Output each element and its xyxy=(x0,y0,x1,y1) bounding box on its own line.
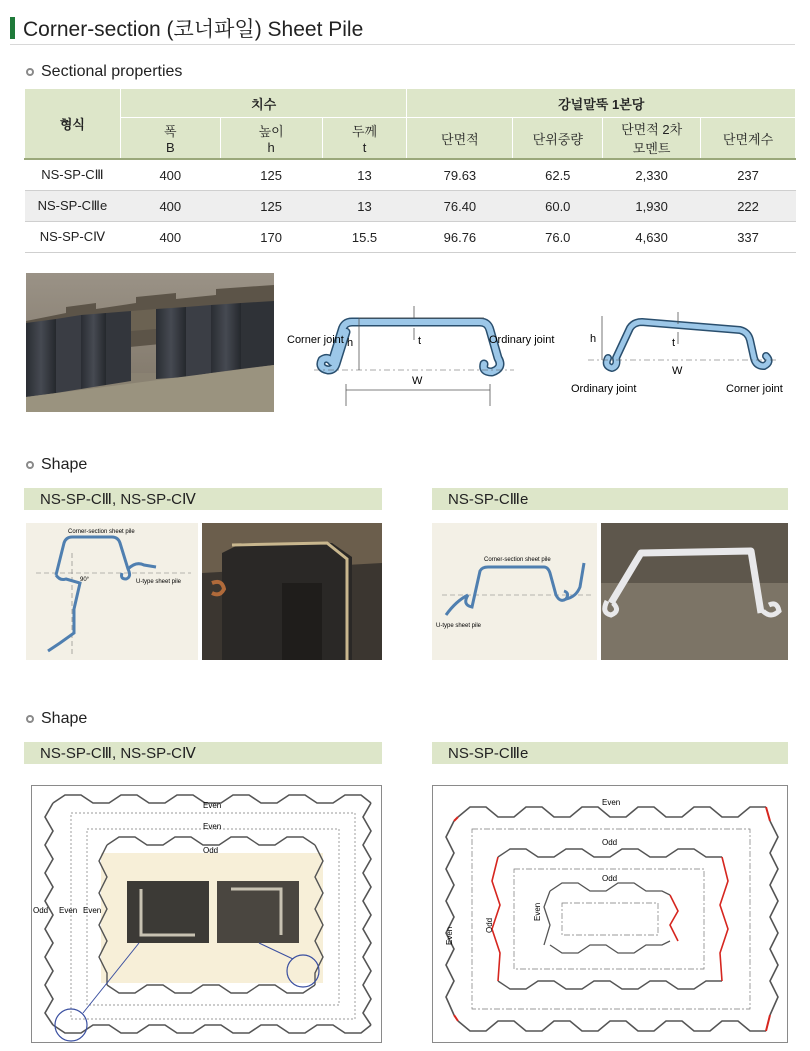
cross-section-diagram-1 xyxy=(284,284,564,414)
right-side-even-label: Even xyxy=(445,926,454,945)
header-width: 폭 B xyxy=(120,118,220,160)
site-photo xyxy=(26,273,274,412)
bullet-icon xyxy=(26,461,34,469)
width-label-2: W xyxy=(672,365,683,377)
section-heading-shape-1 xyxy=(26,456,87,474)
bullet-icon xyxy=(26,715,34,723)
right-side-odd-label: Odd xyxy=(485,917,494,933)
thickness-label-2: t xyxy=(672,337,676,349)
section-heading-shape-2 xyxy=(26,710,87,728)
ordinary-joint-label: Ordinary joint xyxy=(489,334,555,346)
header-thickness: 두께 t xyxy=(322,118,407,160)
title-accent-bar xyxy=(10,17,15,39)
ordinary-joint-label-2: Ordinary joint xyxy=(571,383,637,395)
header-modulus: 단면계수 xyxy=(701,118,796,160)
bullet-icon xyxy=(26,68,34,76)
layout-plan-right xyxy=(432,785,788,1043)
header-height: 높이 h xyxy=(220,118,322,160)
header-dimensions: 치수 xyxy=(120,89,407,118)
properties-table xyxy=(24,88,796,253)
table-row: NS-SP-CⅣ 400 170 15.5 96.76 76.0 4,630 337 xyxy=(25,222,796,253)
right-odd-label-1: Odd xyxy=(602,838,618,847)
angle-label: 90° xyxy=(80,577,90,583)
header-moment: 단면적 2차 모멘트 xyxy=(603,118,701,160)
left-side-odd-label: Odd xyxy=(33,906,49,915)
section-heading-sectional xyxy=(26,63,182,81)
left-side-even-label-1: Even xyxy=(59,906,78,915)
title-divider xyxy=(10,44,795,45)
right-odd-label-2: Odd xyxy=(602,874,618,883)
header-per-pile: 강널말뚝 1본당 xyxy=(407,89,796,118)
page-title-row xyxy=(10,12,363,44)
u-pile-label-2: U-type sheet pile xyxy=(436,623,482,629)
shape-photo-2 xyxy=(601,523,788,660)
height-label-2: h xyxy=(590,333,597,345)
model-band-3: NS-SP-CⅢ, NS-SP-CⅣ xyxy=(24,742,382,764)
shape-photo-1 xyxy=(202,523,382,660)
height-label: h xyxy=(347,337,354,349)
model-band-4: NS-SP-CⅢe xyxy=(432,742,788,764)
model-band-2: NS-SP-CⅢe xyxy=(432,488,788,510)
section-heading-text: Shape xyxy=(41,456,88,473)
corner-pile-label: Corner-section sheet pile xyxy=(68,529,135,535)
u-pile-label: U-type sheet pile xyxy=(136,579,182,585)
corner-joint-drawing-2 xyxy=(432,523,597,660)
corner-joint-label-2: Corner joint xyxy=(726,383,783,395)
right-side-even-label-2: Even xyxy=(533,902,542,921)
section-heading-text: Sectional properties xyxy=(41,63,183,80)
table-row: NS-SP-CⅢ 400 125 13 79.63 62.5 2,330 237 xyxy=(25,159,796,191)
left-odd-label: Odd xyxy=(203,846,219,855)
cross-section-diagram-2 xyxy=(568,300,798,400)
page-title: Corner-section (코너파일) Sheet Pile xyxy=(23,18,364,41)
corner-joint-drawing-1 xyxy=(26,523,198,660)
section-heading-text: Shape xyxy=(41,710,88,727)
left-even-label-1: Even xyxy=(203,801,222,810)
right-even-label: Even xyxy=(602,798,621,807)
left-side-even-label-2: Even xyxy=(83,906,102,915)
model-band-1: NS-SP-CⅢ, NS-SP-CⅣ xyxy=(24,488,382,510)
width-label: W xyxy=(412,375,423,387)
left-even-label-2: Even xyxy=(203,822,222,831)
header-area: 단면적 xyxy=(407,118,513,160)
corner-pile-label-2: Corner-section sheet pile xyxy=(484,557,551,563)
layout-plan-left xyxy=(31,785,382,1043)
table-row: NS-SP-CⅢe 400 125 13 76.40 60.0 1,930 222 xyxy=(25,191,796,222)
thickness-label: t xyxy=(418,335,422,347)
header-unit-weight: 단위중량 xyxy=(513,118,603,160)
header-type: 형식 xyxy=(25,89,121,160)
corner-joint-label: Corner joint xyxy=(287,334,344,346)
